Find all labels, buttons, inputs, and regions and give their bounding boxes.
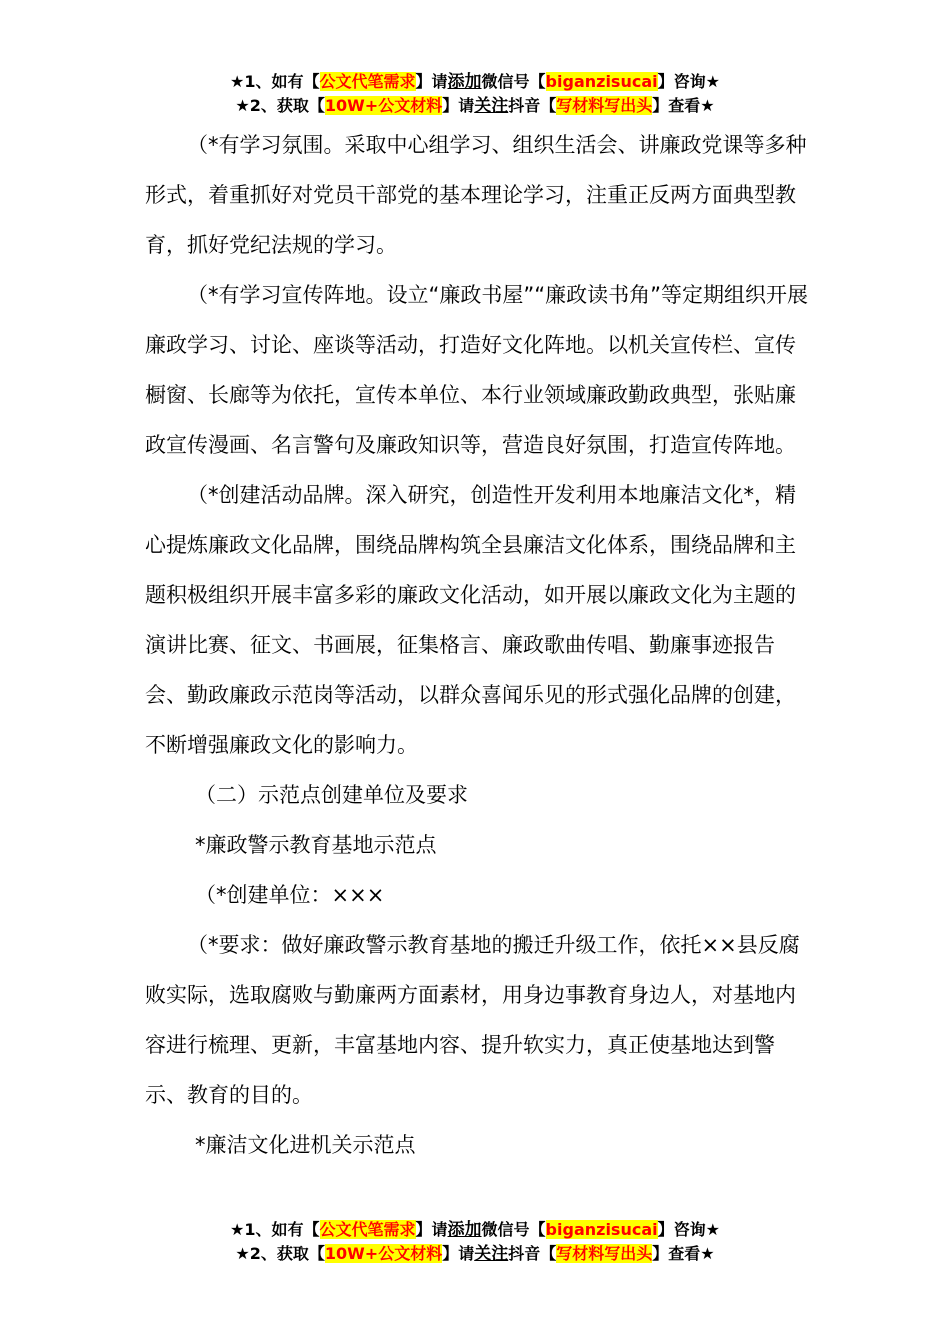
banner-text: 微信号【 (481, 1220, 546, 1239)
banner-text: 】查看★ (652, 96, 715, 115)
banner-text: ★2、获取【 (235, 96, 325, 115)
banner-text: 微信号【 (481, 72, 546, 91)
banner-emphasis: 关注 (474, 1244, 509, 1264)
paragraph: （*创建活动品牌。深入研究，创造性开发利用本地廉洁文化*，精心提炼廉政文化品牌，围绕品牌构筑全县廉洁文化体系，围绕品牌和主题积极组织开展丰富多彩的廉政文化活动，如开展以廉政文化为主题的演讲比赛、征文、书画展，征集格言、廉政歌曲传唱、勤廉事迹报告会、勤政廉政示范岗等活动，以群众喜闻乐见的形式强化品牌的创建，不断增强廉政文化的影响力。 (145, 483, 796, 757)
section-heading: （二）示范点创建单位及要求 (195, 783, 468, 807)
banner-highlight: 10W+公文材料 (324, 1244, 443, 1263)
banner-highlight: 写材料写出头 (556, 1244, 653, 1263)
banner-line-2 (0, 94, 950, 118)
banner-text: 】请 (415, 1220, 448, 1239)
paragraph: （*有学习氛围。采取中心组学习、组织生活会、讲廉政党课等多种形式，着重抓好对党员干部党的基本理论学习，注重正反两方面典型教育，抓好党纪法规的学习。 (145, 133, 807, 257)
paragraph: （*创建单位：××× (195, 883, 385, 907)
subsection-heading: *廉洁文化进机关示范点 (195, 1133, 416, 1157)
banner-highlight: biganzisucai (545, 1220, 658, 1239)
banner-emphasis: 添加 (447, 72, 482, 92)
top-banner (0, 70, 950, 118)
banner-text: 】请 (442, 96, 475, 115)
banner-text: 抖音【 (508, 1244, 557, 1263)
banner-text: ★1、如有【 (230, 72, 320, 91)
banner-text: 】查看★ (652, 1244, 715, 1263)
banner-emphasis: 添加 (447, 1220, 482, 1240)
bottom-banner (0, 1218, 950, 1266)
banner-text: 】咨询★ (657, 72, 720, 91)
banner-text: 】请 (415, 72, 448, 91)
banner-highlight: 写材料写出头 (556, 96, 653, 115)
paragraph: （*要求：做好廉政警示教育基地的搬迁升级工作，依托××县反腐败实际，选取腐败与勤廉两方面素材，用身边事教育身边人，对基地内容进行梳理、更新，丰富基地内容、提升软实力，真正使基地达到警示、教育的目的。 (145, 933, 800, 1107)
banner-line-1 (0, 70, 950, 94)
banner-line-1 (0, 1218, 950, 1242)
paragraph: （*有学习宣传阵地。设立“廉政书屋”“廉政读书角”等定期组织开展廉政学习、讨论、座谈等活动，打造好文化阵地。以机关宣传栏、宣传橱窗、长廊等为依托，宣传本单位、本行业领域廉政勤政典型，张贴廉政宣传漫画、名言警句及廉政知识等，营造良好氛围，打造宣传阵地。 (145, 283, 809, 457)
banner-text: ★1、如有【 (230, 1220, 320, 1239)
banner-text: ★2、获取【 (235, 1244, 325, 1263)
banner-text: 】咨询★ (657, 1220, 720, 1239)
banner-text: 】请 (442, 1244, 475, 1263)
document-body (145, 120, 813, 1170)
banner-highlight: 公文代笔需求 (319, 1220, 416, 1239)
banner-highlight: 10W+公文材料 (324, 96, 443, 115)
banner-highlight: biganzisucai (545, 72, 658, 91)
banner-highlight: 公文代笔需求 (319, 72, 416, 91)
subsection-heading: *廉政警示教育基地示范点 (195, 833, 437, 857)
banner-emphasis: 关注 (474, 96, 509, 116)
banner-text: 抖音【 (508, 96, 557, 115)
banner-line-2 (0, 1242, 950, 1266)
